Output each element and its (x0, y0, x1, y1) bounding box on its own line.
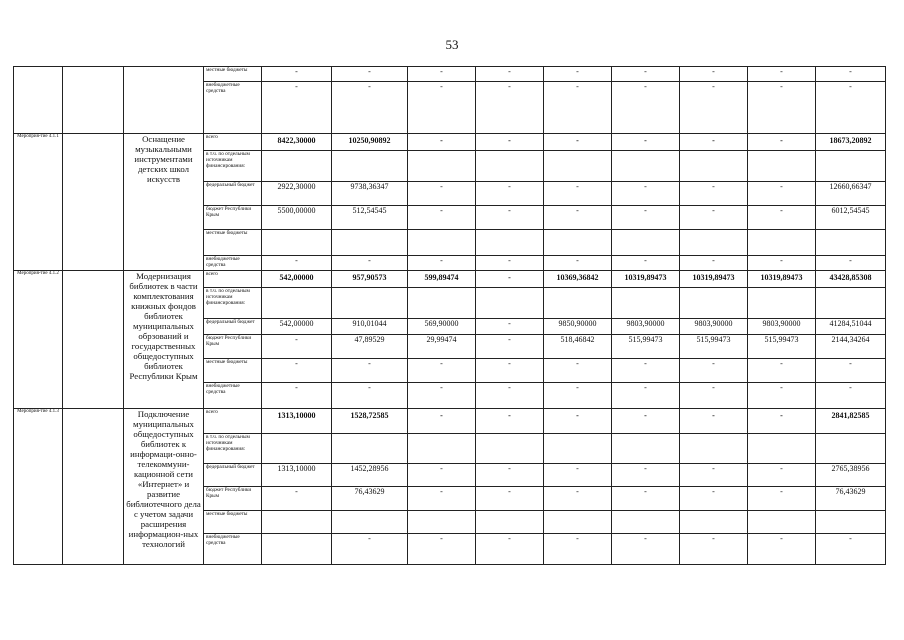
value-cell: - (408, 206, 476, 230)
value-cell (544, 434, 612, 464)
value-cell: 515,99473 (748, 335, 816, 359)
value-cell: - (544, 206, 612, 230)
value-cell: 29,99474 (408, 335, 476, 359)
value-cell (544, 288, 612, 319)
total-cell: 2144,34264 (816, 335, 886, 359)
value-cell: - (680, 534, 748, 565)
value-cell: 5500,00000 (262, 206, 332, 230)
event-owner-cell (63, 67, 124, 134)
value-cell (476, 511, 544, 534)
total-cell: 43428,85308 (816, 271, 886, 288)
value-cell: - (332, 82, 408, 134)
value-cell: - (408, 534, 476, 565)
value-cell: 76,43629 (332, 487, 408, 511)
value-cell: - (544, 383, 612, 409)
value-cell: - (748, 67, 816, 82)
value-cell: - (476, 206, 544, 230)
value-cell (612, 511, 680, 534)
value-cell (680, 288, 748, 319)
value-cell (544, 511, 612, 534)
value-cell: 9803,90000 (680, 319, 748, 335)
funding-source-label: внебюджетные средства (204, 82, 262, 134)
budget-table-body (14, 67, 886, 565)
value-cell: - (476, 383, 544, 409)
value-cell (748, 151, 816, 182)
total-cell: - (816, 67, 886, 82)
value-cell: - (262, 383, 332, 409)
value-cell: 1313,10000 (262, 464, 332, 487)
value-cell (262, 288, 332, 319)
value-cell: - (262, 256, 332, 271)
value-cell (332, 151, 408, 182)
value-cell: - (680, 487, 748, 511)
value-cell: - (612, 82, 680, 134)
funding-source-label: внебюджетные средства (204, 256, 262, 271)
value-cell: 10369,36842 (544, 271, 612, 288)
value-cell (262, 230, 332, 256)
value-cell (544, 151, 612, 182)
value-cell: - (476, 271, 544, 288)
value-cell: - (476, 359, 544, 383)
value-cell (262, 151, 332, 182)
total-cell: 12660,66347 (816, 182, 886, 206)
value-cell: - (680, 67, 748, 82)
value-cell: - (408, 464, 476, 487)
value-cell (680, 434, 748, 464)
value-cell (262, 534, 332, 565)
value-cell (408, 151, 476, 182)
value-cell (332, 230, 408, 256)
event-owner-cell (63, 409, 124, 565)
value-cell: - (748, 487, 816, 511)
value-cell (476, 288, 544, 319)
total-cell (816, 230, 886, 256)
value-cell: 2922,30000 (262, 182, 332, 206)
value-cell: - (332, 534, 408, 565)
total-cell (816, 511, 886, 534)
event-name-cell (124, 67, 204, 134)
value-cell: - (476, 319, 544, 335)
value-cell (748, 511, 816, 534)
value-cell: - (408, 359, 476, 383)
value-cell: - (612, 134, 680, 151)
funding-source-label: федеральный бюджет (204, 319, 262, 335)
value-cell: - (748, 409, 816, 434)
total-cell: 76,43629 (816, 487, 886, 511)
value-cell: - (748, 359, 816, 383)
value-cell: - (680, 206, 748, 230)
value-cell: - (262, 359, 332, 383)
value-cell: - (476, 182, 544, 206)
value-cell: 9738,36347 (332, 182, 408, 206)
total-cell: 2765,38956 (816, 464, 886, 487)
table-row (14, 409, 886, 434)
value-cell: 512,54545 (332, 206, 408, 230)
value-cell: 910,01044 (332, 319, 408, 335)
value-cell: 9803,90000 (612, 319, 680, 335)
value-cell: - (408, 487, 476, 511)
total-cell: 41284,51044 (816, 319, 886, 335)
value-cell: - (476, 134, 544, 151)
value-cell: - (680, 134, 748, 151)
funding-source-label: в т.ч. по отдельным источникам финансирования: (204, 434, 262, 464)
value-cell: - (544, 67, 612, 82)
value-cell: - (476, 82, 544, 134)
value-cell (408, 230, 476, 256)
value-cell: - (262, 82, 332, 134)
value-cell: - (612, 464, 680, 487)
value-cell (680, 230, 748, 256)
value-cell: - (612, 409, 680, 434)
value-cell: - (262, 335, 332, 359)
value-cell: - (408, 134, 476, 151)
value-cell: - (612, 487, 680, 511)
value-cell (408, 434, 476, 464)
value-cell: - (748, 383, 816, 409)
value-cell: - (748, 256, 816, 271)
value-cell: - (332, 67, 408, 82)
value-cell (680, 151, 748, 182)
total-cell: - (816, 256, 886, 271)
value-cell (332, 511, 408, 534)
value-cell (748, 288, 816, 319)
funding-source-label: федеральный бюджет (204, 464, 262, 487)
value-cell: 599,89474 (408, 271, 476, 288)
value-cell: - (476, 487, 544, 511)
value-cell: 8422,30000 (262, 134, 332, 151)
total-cell: 18673,20892 (816, 134, 886, 151)
value-cell: - (544, 409, 612, 434)
value-cell: 515,99473 (612, 335, 680, 359)
value-cell (612, 151, 680, 182)
value-cell: 542,00000 (262, 319, 332, 335)
value-cell: 10319,89473 (680, 271, 748, 288)
value-cell: - (680, 409, 748, 434)
value-cell: - (612, 182, 680, 206)
funding-source-label: местные бюджеты (204, 67, 262, 82)
value-cell: - (332, 256, 408, 271)
value-cell: - (408, 67, 476, 82)
value-cell (262, 434, 332, 464)
funding-source-label: бюджет Республики Крым (204, 335, 262, 359)
value-cell (332, 434, 408, 464)
total-cell (816, 288, 886, 319)
event-code-cell (14, 67, 63, 134)
value-cell: - (612, 67, 680, 82)
table-row (14, 271, 886, 288)
value-cell: - (476, 256, 544, 271)
value-cell: - (544, 134, 612, 151)
value-cell: - (544, 359, 612, 383)
value-cell: - (408, 409, 476, 434)
event-owner-cell (63, 134, 124, 271)
value-cell (476, 230, 544, 256)
total-cell: 6012,54545 (816, 206, 886, 230)
value-cell (612, 230, 680, 256)
value-cell: - (544, 464, 612, 487)
value-cell: - (612, 383, 680, 409)
value-cell: - (408, 182, 476, 206)
value-cell: - (476, 67, 544, 82)
value-cell: - (748, 82, 816, 134)
event-name-cell: Подключение муниципальных общедоступных библиотек к информаци-онно-телекоммуни-кационной сети «Интернет» и развитие библиотечного дела с учетом задачи расширения информацион-ных технологий (124, 409, 204, 565)
table-row (14, 134, 886, 151)
funding-source-label: местные бюджеты (204, 230, 262, 256)
value-cell: - (680, 359, 748, 383)
value-cell (476, 434, 544, 464)
funding-source-label: внебюджетные средства (204, 383, 262, 409)
total-cell: - (816, 82, 886, 134)
funding-source-label: внебюджетные средства (204, 534, 262, 565)
value-cell (680, 511, 748, 534)
total-cell: - (816, 359, 886, 383)
value-cell (748, 434, 816, 464)
value-cell: - (612, 534, 680, 565)
value-cell: - (262, 67, 332, 82)
value-cell: - (408, 256, 476, 271)
value-cell: 10319,89473 (748, 271, 816, 288)
value-cell (476, 151, 544, 182)
total-cell: - (816, 383, 886, 409)
value-cell (612, 434, 680, 464)
value-cell: - (748, 464, 816, 487)
total-cell: 2841,82585 (816, 409, 886, 434)
funding-source-label: всего (204, 271, 262, 288)
event-code-cell: Мероприя-тие 4.1.2 (14, 271, 63, 409)
value-cell (748, 230, 816, 256)
value-cell: - (476, 335, 544, 359)
value-cell: - (680, 464, 748, 487)
value-cell: 10250,90892 (332, 134, 408, 151)
value-cell: - (612, 256, 680, 271)
value-cell: - (612, 359, 680, 383)
value-cell: - (544, 182, 612, 206)
value-cell: - (544, 256, 612, 271)
value-cell: 957,90573 (332, 271, 408, 288)
value-cell: - (332, 383, 408, 409)
value-cell: 1452,28956 (332, 464, 408, 487)
funding-source-label: всего (204, 134, 262, 151)
value-cell: - (544, 534, 612, 565)
value-cell: - (748, 534, 816, 565)
total-cell: - (816, 534, 886, 565)
value-cell (408, 288, 476, 319)
value-cell: - (476, 464, 544, 487)
value-cell: 518,46842 (544, 335, 612, 359)
value-cell: 47,89529 (332, 335, 408, 359)
value-cell: 542,00000 (262, 271, 332, 288)
value-cell: 9850,90000 (544, 319, 612, 335)
value-cell: - (544, 82, 612, 134)
value-cell (544, 230, 612, 256)
budget-table (13, 66, 886, 565)
value-cell: 10319,89473 (612, 271, 680, 288)
funding-source-label: в т.ч. по отдельным источникам финансирования: (204, 288, 262, 319)
value-cell: - (748, 134, 816, 151)
value-cell: - (408, 82, 476, 134)
value-cell: - (748, 182, 816, 206)
funding-source-label: бюджет Республики Крым (204, 206, 262, 230)
value-cell (408, 511, 476, 534)
funding-source-label: местные бюджеты (204, 511, 262, 534)
value-cell: 1313,10000 (262, 409, 332, 434)
value-cell: 1528,72585 (332, 409, 408, 434)
funding-source-label: в т.ч. по отдельным источникам финансирования: (204, 151, 262, 182)
value-cell: - (680, 383, 748, 409)
value-cell: 9803,90000 (748, 319, 816, 335)
event-code-cell: Мероприя-тие 4.1.1 (14, 134, 63, 271)
funding-source-label: всего (204, 409, 262, 434)
event-code-cell: Мероприя-тие 4.1.3 (14, 409, 63, 565)
value-cell: - (476, 409, 544, 434)
table-row (14, 67, 886, 82)
funding-source-label: федеральный бюджет (204, 182, 262, 206)
value-cell: 569,90000 (408, 319, 476, 335)
value-cell: - (680, 256, 748, 271)
value-cell (332, 288, 408, 319)
funding-source-label: местные бюджеты (204, 359, 262, 383)
page-number: 53 (445, 37, 459, 52)
value-cell: - (544, 487, 612, 511)
value-cell: - (680, 182, 748, 206)
value-cell: - (476, 534, 544, 565)
event-owner-cell (63, 271, 124, 409)
value-cell: - (612, 206, 680, 230)
total-cell (816, 151, 886, 182)
funding-source-label: бюджет Республики Крым (204, 487, 262, 511)
value-cell (612, 288, 680, 319)
event-name-cell: Оснащение музыкальными инструментами детских школ искусств (124, 134, 204, 271)
value-cell: 515,99473 (680, 335, 748, 359)
value-cell: - (262, 487, 332, 511)
value-cell: - (332, 359, 408, 383)
value-cell: - (680, 82, 748, 134)
value-cell (262, 511, 332, 534)
event-name-cell: Модернизация библиотек в части комплектования книжных фондов библиотек муниципальных обрзований и государственных общедоступных библиотек Республики Крым (124, 271, 204, 409)
total-cell (816, 434, 886, 464)
value-cell: - (748, 206, 816, 230)
value-cell: - (408, 383, 476, 409)
